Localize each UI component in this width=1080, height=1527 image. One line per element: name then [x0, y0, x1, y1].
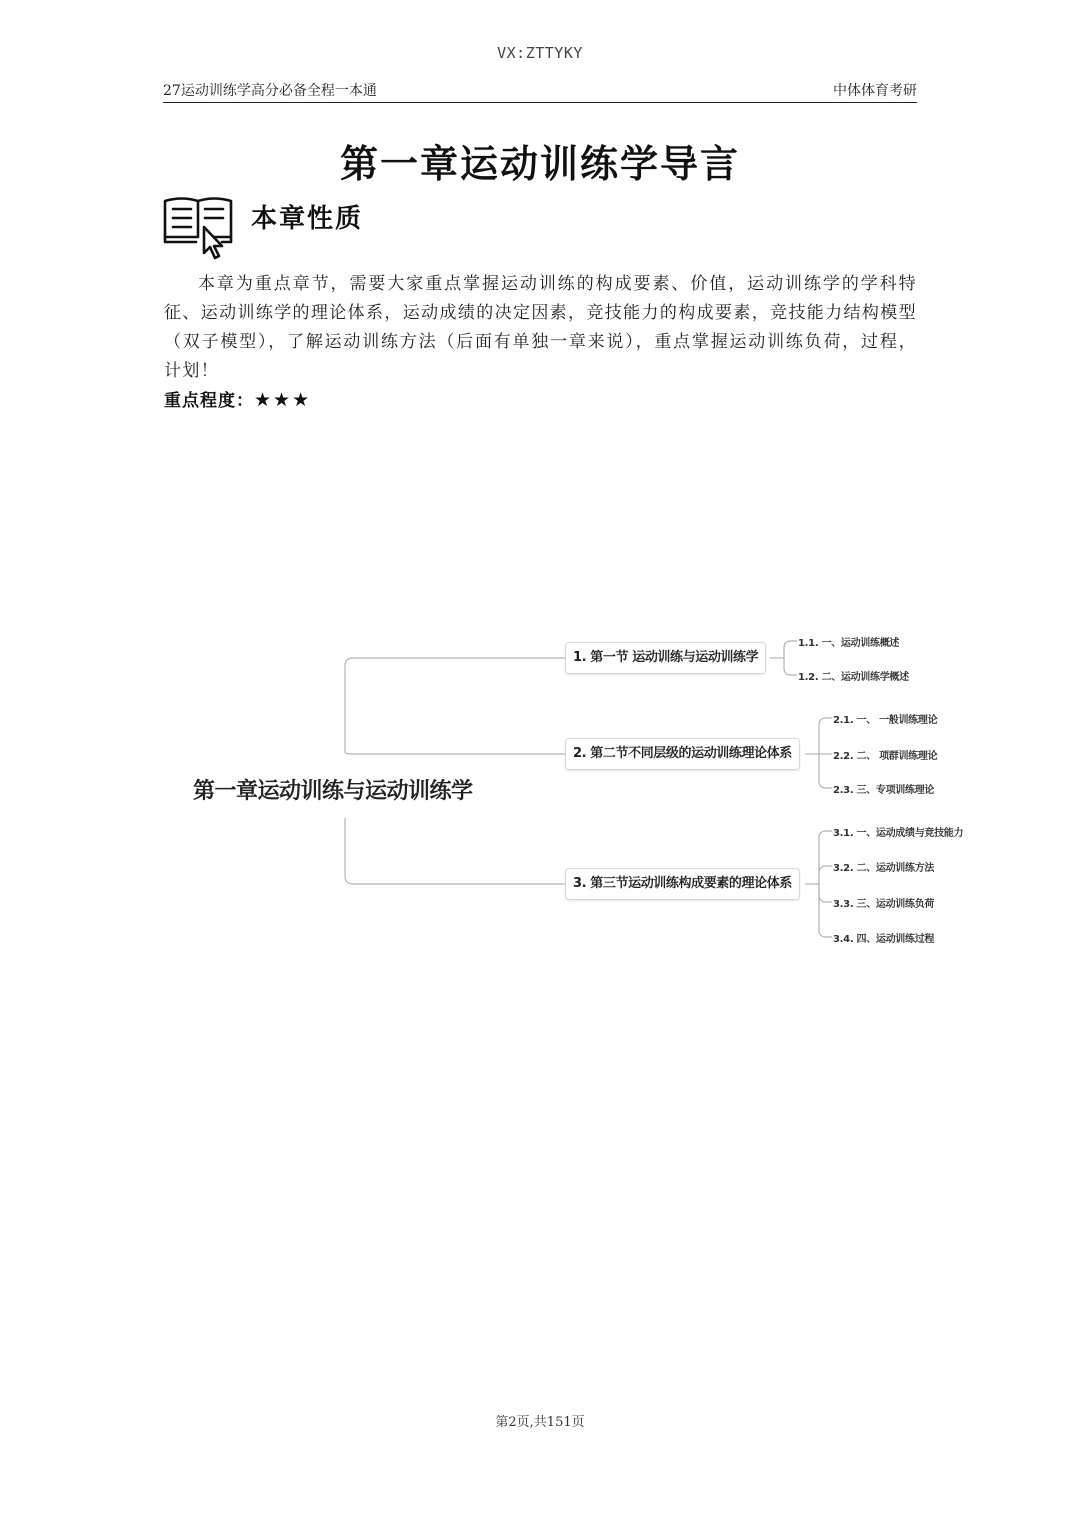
watermark-text: VX:ZTTYKY [497, 44, 583, 62]
mind-map-branch-2: 2. 第二节不同层级的运动训练理论体系 [565, 738, 800, 770]
header-publisher: 中体体育考研 [833, 83, 917, 99]
mind-map-branch-1: 1. 第一节 运动训练与运动训练学 [565, 642, 766, 674]
mind-map-leaf-2-3: 2.3. 三、专项训练理论 [833, 785, 935, 796]
mind-map-branch-3: 3. 第三节运动训练构成要素的理论体系 [565, 868, 800, 900]
mind-map-leaf-1-2: 1.2. 二、运动训练学概述 [798, 672, 909, 683]
connector-branch2-child3 [819, 754, 832, 788]
mind-map-leaf-3-1: 3.1. 一、运动成绩与竞技能力 [833, 828, 964, 839]
mind-map-leaf-3-3: 3.3. 三、运动训练负荷 [833, 899, 935, 910]
connector-root-branch3 [345, 818, 565, 884]
connector-branch3-child3 [819, 884, 832, 902]
connector-branch1-child2 [784, 658, 797, 675]
mind-map-leaf-2-2: 2.2. 二、 项群训练理论 [833, 751, 938, 762]
connector-root-branch1 [345, 658, 565, 752]
connector-branch3-child2 [819, 866, 832, 884]
connector-branch3-child1 [819, 831, 832, 884]
connector-branch2-child1 [819, 718, 832, 754]
connector-branch1-child1 [784, 641, 797, 658]
chapter-intro-paragraph: 本章为重点章节，需要大家重点掌握运动训练的构成要素、价值，运动训练学的学科特征、运动训练学的理论体系，运动成绩的决定因素，竞技能力的构成要素，竞技能力结构模型（双子模型），了解运动训练方法（后面有单独一章来说），重点掌握运动训练负荷，过程，计划！ [164, 274, 917, 381]
header-book-title: 27运动训练学高分必备全程一本通 [163, 83, 377, 99]
mind-map-leaf-1-1: 1.1. 一、运动训练概述 [798, 638, 900, 649]
mind-map-leaf-2-1: 2.1. 一、 一般训练理论 [833, 715, 938, 726]
mind-map-leaf-3-4: 3.4. 四、运动训练过程 [833, 934, 935, 945]
connector-branch3-child4 [819, 884, 832, 937]
importance-label: 重点程度： [164, 391, 254, 411]
mind-map-leaf-3-2: 3.2. 二、运动训练方法 [833, 863, 935, 874]
connector-root-branch2 [345, 752, 565, 754]
section-heading: 本章性质 [251, 204, 364, 234]
mind-map-root: 第一章运动训练与运动训练学 [193, 779, 473, 804]
importance-stars: ★★★ [254, 389, 312, 411]
chapter-title: 第一章运动训练学导言 [339, 141, 740, 186]
page-footer: 第2页,共151页 [495, 1415, 585, 1430]
